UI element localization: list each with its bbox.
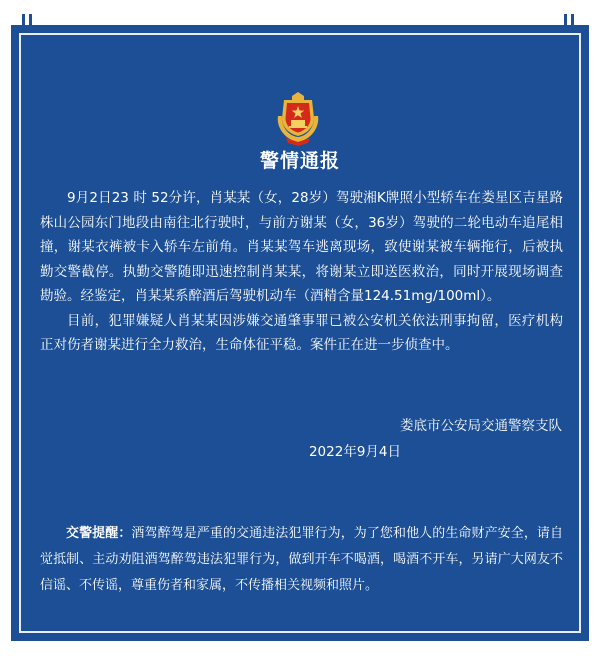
police-emblem-icon [270, 90, 326, 146]
notice-title: 警情通报 [259, 150, 340, 172]
tips-text: 酒驾醉驾是严重的交通违法犯罪行为，为了您和他人的生命财产安全，请自觉抵制、主动劝阻酒驾醉驾违法犯罪行为，做到开车不喝酒，喝酒不开车，另请广大网友不信谣、不传谣，尊重伤者和家属，不传播相关视频和照片。 [40, 526, 563, 593]
body-paragraph-2: 目前，犯罪嫌疑人肖某某因涉嫌交通肇事罪已被公安机关依法刑事拘留，医疗机构正对伤者谢某进行全力救治，生命体征平稳。案件正在进一步侦查中。 [40, 312, 563, 353]
signature-date: 2022年9月4日 [308, 444, 402, 460]
tips-label: 交警提醒： [66, 526, 132, 541]
notice-body [40, 186, 563, 358]
traffic-tips [40, 521, 563, 599]
signature-org: 娄底市公安局交通警察支队 [400, 418, 562, 434]
body-paragraph-1: 9月2日23 时 52分许，肖某某（女，28岁）驾驶湘K牌照小型轿车在娄星区吉星路株山公园东门地段由南往北行驶时，与前方谢某（女，36岁）驾驶的二轮电动车追尾相撞，谢某衣裤被卡入轿车左前角。肖某某驾车逃离现场，致使谢某被车辆拖行，后被执勤交警截停。执勤交警随即迅速控制肖某某，将谢某立即送医救治，同时开展现场调查勘验。经鉴定，肖某某系醉酒后驾驶机动车（酒精含量124.51mg/100ml）。 [40, 190, 563, 304]
